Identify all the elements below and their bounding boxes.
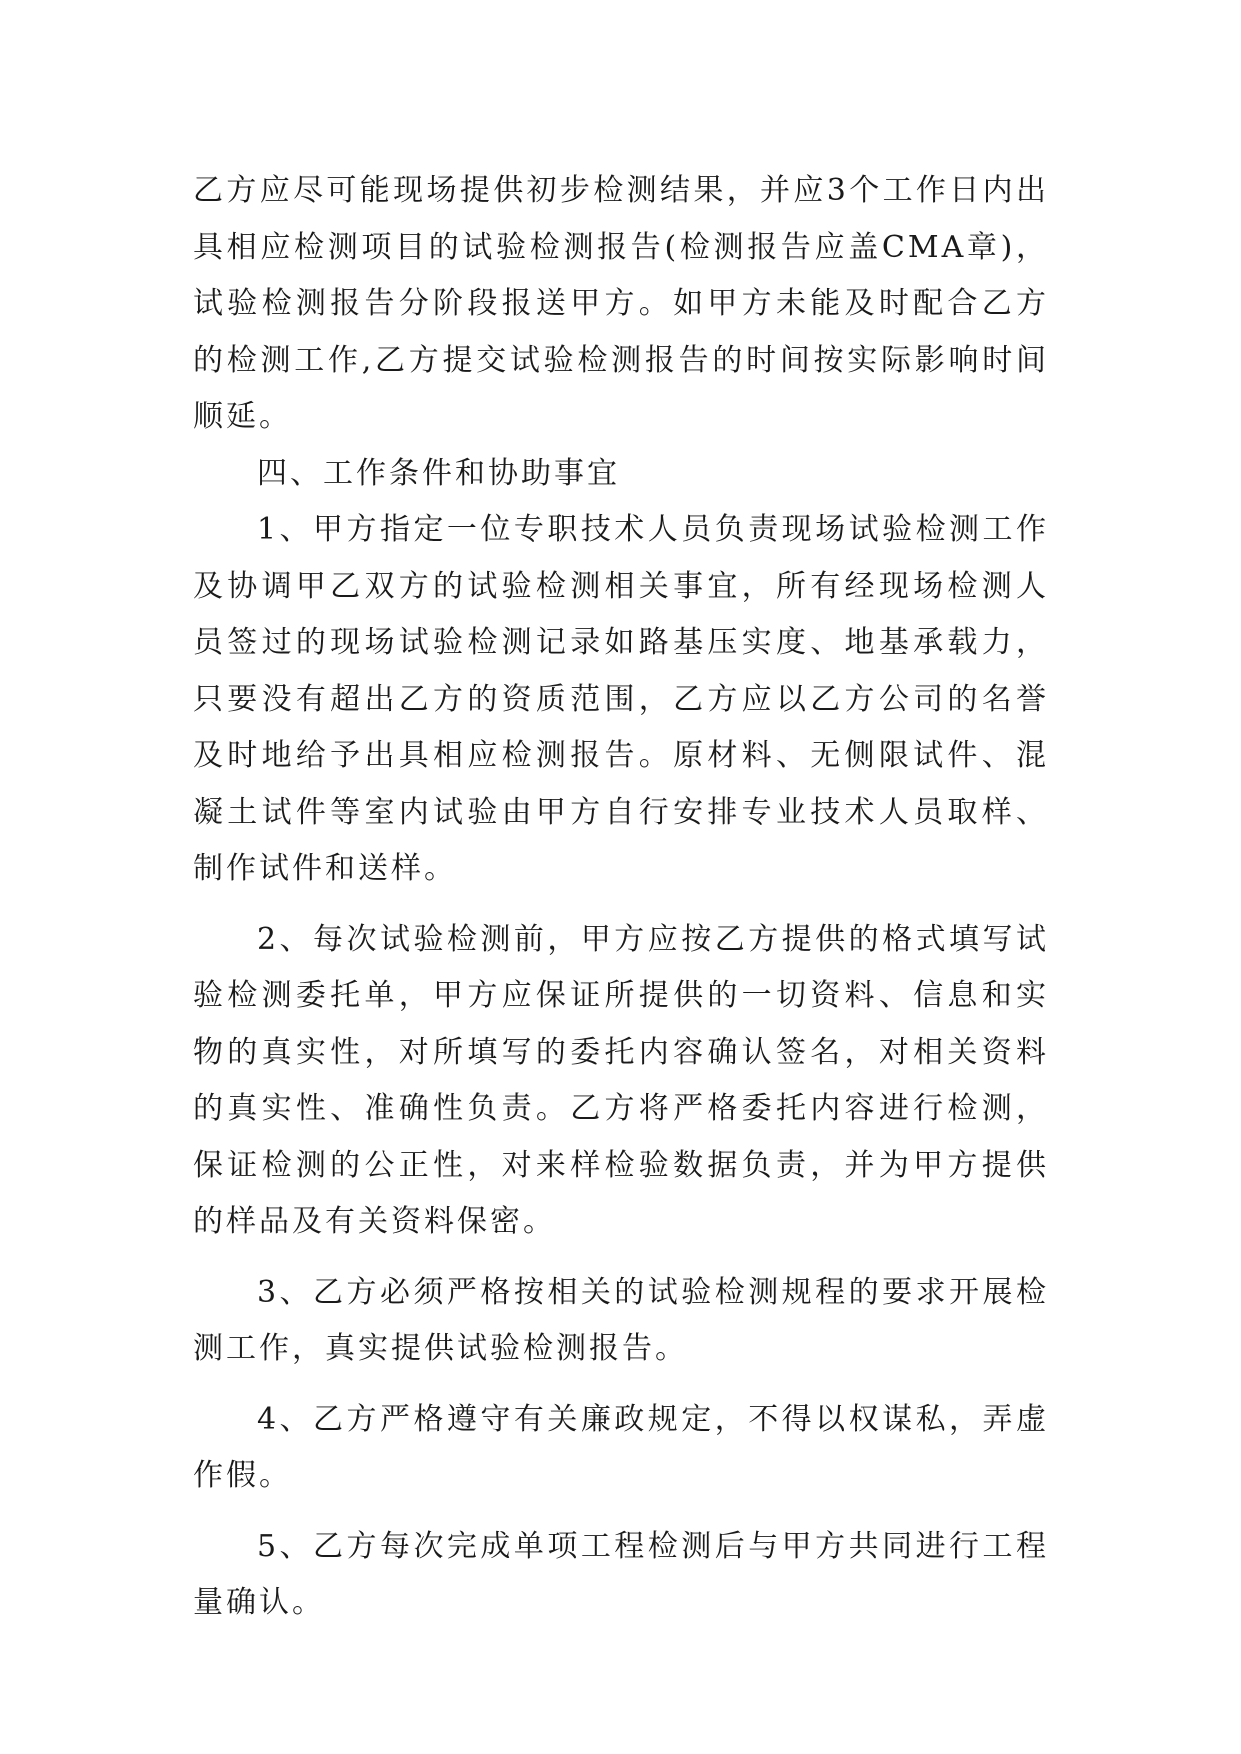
clause-3: 3、乙方必须严格按相关的试验检测规程的要求开展检测工作，真实提供试验检测报告。 bbox=[193, 1274, 1049, 1366]
clause-1: 1、甲方指定一位专职技术人员负责现场试验检测工作及协调甲乙双方的试验检测相关事宜，所有经现场检测人员签过的现场试验检测记录如路基压实度、地基承载力，只要没有超出乙方的资质范围，乙方应以乙方公司的名誉及时地给予出具相应检测报告。原材料、无侧限试件、混凝土试件等室内试验由甲方自行安排专业技术人员取样、制作试件和送样。 bbox=[193, 512, 1049, 886]
document-body bbox=[193, 163, 1049, 1632]
clause-5: 5、乙方每次完成单项工程检测后与甲方共同进行工程量确认。 bbox=[193, 1528, 1049, 1620]
clause-2: 2、每次试验检测前，甲方应按乙方提供的格式填写试验检测委托单，甲方应保证所提供的一切资料、信息和实物的真实性，对所填写的委托内容确认签名，对相关资料的真实性、准确性负责。乙方将严格委托内容进行检测，保证检测的公正性，对来样检验数据负责，并为甲方提供的样品及有关资料保密。 bbox=[193, 921, 1049, 1239]
section-heading-work-conditions: 四、工作条件和协助事宜 bbox=[257, 455, 620, 491]
clause-4: 4、乙方严格遵守有关廉政规定，不得以权谋私，弄虚作假。 bbox=[193, 1401, 1049, 1493]
paragraph-report-delivery: 乙方应尽可能现场提供初步检测结果，并应3个工作日内出具相应检测项目的试验检测报告(检测报告应盖CMA章)，试验检测报告分阶段报送甲方。如甲方未能及时配合乙方的检测工作,乙方提交试验检测报告的时间按实际影响时间顺延。 bbox=[193, 173, 1049, 434]
